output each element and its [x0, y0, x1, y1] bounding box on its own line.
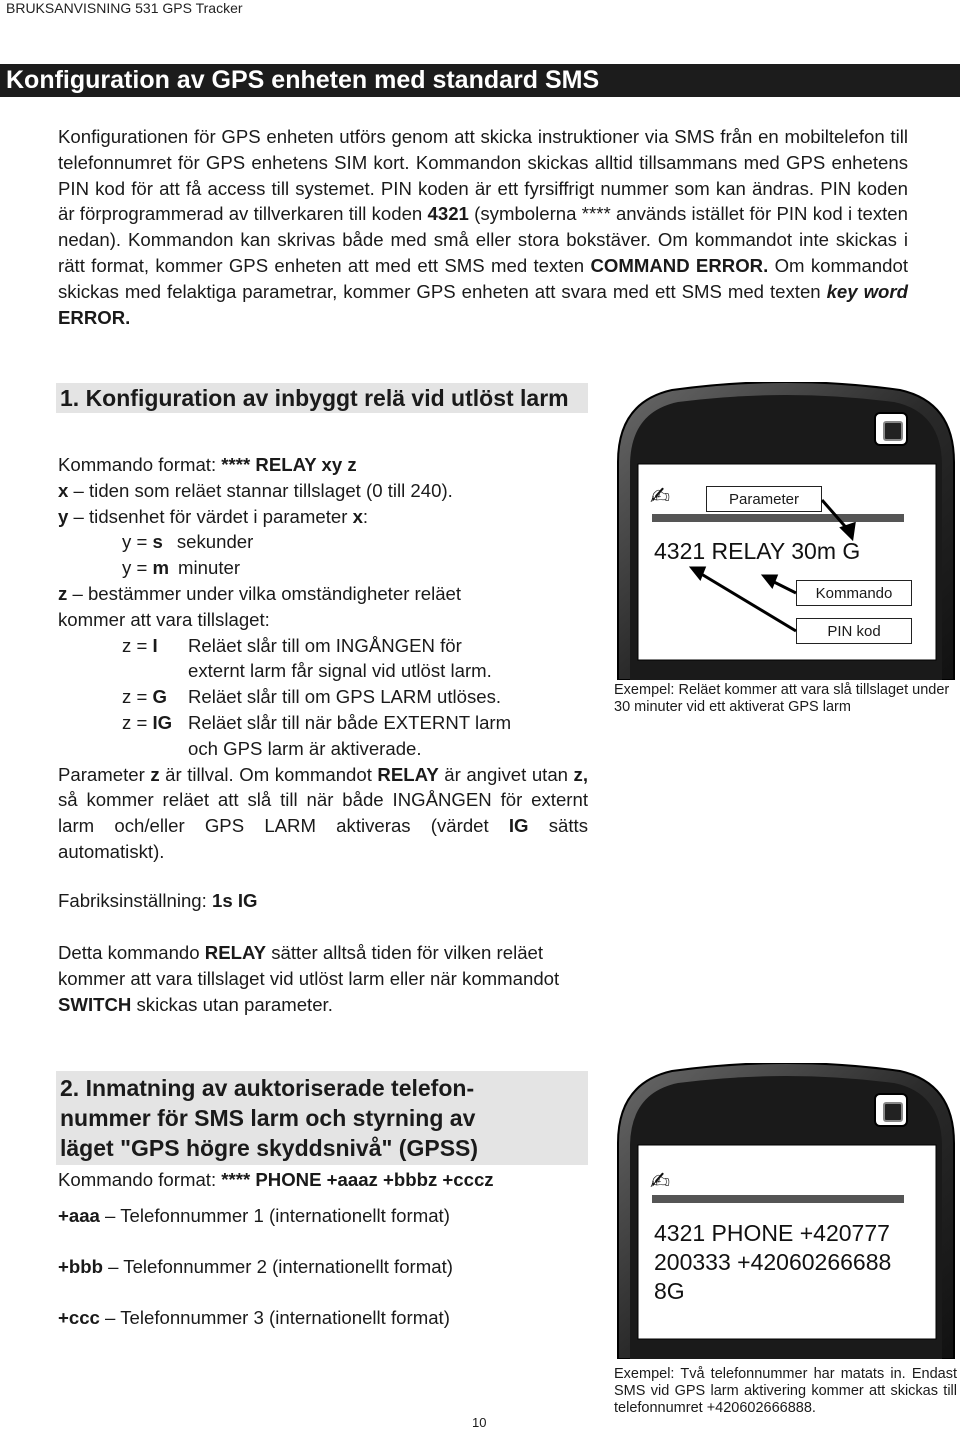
caption-phone: Exempel: Två telefonnummer har matats in. Endast SMS vid GPS larm aktivering kommer att skickas till telefonnumret +420602666888. — [614, 1366, 957, 1416]
parameter-z-paragraph: Parameter z är tillval. Om kommandot RELAY är angivet utan z, så kommer reläet att slå till när både INGÅNGEN för externt larm och/eller GPS LARM aktiveras (värdet IG sätts automatiskt). — [58, 763, 589, 862]
page-title: Konfiguration av GPS enheten med standard SMS — [0, 64, 960, 97]
pencil-icon: ✍ — [650, 482, 671, 510]
phone-illustration-relay — [612, 382, 960, 680]
factory-setting: Fabriksinställning: 1s IG — [58, 890, 258, 911]
callout-pin: PIN kod — [796, 618, 912, 644]
page-number: 10 — [472, 1415, 487, 1430]
phone-c-line: +ccc – Telefonnummer 3 (internationellt format) — [58, 1307, 450, 1328]
section-1-body: Kommando format: **** RELAY xy z x – tiden som reläet stannar tillslaget (0 till 240). y – tidsenhet för värdet i parameter x: y = s sekunder y = m minuter z – bestämmer under vilka omständigheter reläet kommer att vara tillslaget: z = I Reläet slår till om INGÅNGEN för externt larm får signal vid utlöst larm. z = G Reläet slår till om GPS LARM utlöses. z = IG Reläet slår till när både EXTERNT larm och GPS larm är aktiverade. Parameter z är tillval. Om kommandot RELAY är angivet utan z, så kommer reläet att slå till när både INGÅNGEN för externt larm och/eller GPS LARM aktiveras (värdet IG sätts automatiskt). — [58, 452, 588, 865]
z-param-line: z – bestämmer under vilka omständigheter reläet — [58, 582, 462, 604]
y-param-line: y – tidsenhet för värdet i parameter x: — [58, 505, 369, 527]
section-2-title: 2. Inmatning av auktoriserade telefon- nummer för SMS larm och styrning av läget "GPS högre skyddsnivå" (GPSS) — [56, 1071, 588, 1165]
y-seconds-line: y = s sekunder — [122, 531, 254, 553]
pencil-icon: ✍ — [650, 1167, 671, 1195]
z-ig-line: z = IG Reläet slår till när både EXTERNT larm — [122, 711, 512, 733]
intro-paragraph-1: Konfigurationen för GPS enheten utförs genom att skicka instruktioner via SMS från en mobiltelefon till telefonnumret för GPS enhetens SIM kort. Kommandon skickas alltid tillsammans med GPS enhetens PIN kod för att få access till systemet. PIN koden är ett fyrsiffrigt nummer som kan ändras. — [58, 126, 908, 199]
sms-text-phone: 4321 PHONE +420777 200333 +42060266688 8G — [654, 1220, 892, 1304]
relay-format-line: Kommando format: **** RELAY xy z — [58, 454, 357, 475]
x-param-line: x – tiden som reläet stannar tillslaget (0 till 240). — [58, 479, 453, 501]
relay-note: Detta kommando RELAY sätter alltså tiden för vilken reläet kommer att vara tillslaget vid utlöst larm eller när kommandot SWITCH skickas utan parameter. — [58, 942, 560, 1015]
z-g-line: z = G Reläet slår till om GPS LARM utlöses. — [122, 686, 502, 708]
section-1-title: 1. Konfiguration av inbyggt relä vid utlöst larm — [56, 383, 588, 413]
intro-text: Konfigurationen för GPS enheten utförs genom att skicka instruktioner via SMS från en mobiltelefon till telefonnumret för GPS enhetens SIM kort. Kommandon skickas alltid tillsammans med GPS enhetens PIN kod för att få access till systemet. PIN koden är ett fyrsiffrigt nummer som kan ändras. PIN koden är förprogrammerad av tillverkaren till koden 4321 (symbolerna **** används istället för PIN kod i texten nedan). Kommandon kan skrivas både med små eller stora bokstäver. Om kommandot inte skickas i rätt format, kommer GPS enheten att med ett SMS med texten COMMAND ERROR. Om kommandot skickas med felaktiga parametrar, kommer GPS enheten att svara med ett SMS med texten key word ERROR. — [58, 126, 908, 328]
callout-arrows — [612, 382, 960, 680]
phone-format-line: Kommando format: **** PHONE +aaaz +bbbz +cccz — [58, 1169, 494, 1190]
phone-illustration-phone — [612, 1063, 960, 1359]
y-minutes-line: y = m minuter — [122, 557, 241, 579]
caption-relay: Exempel: Reläet kommer att vara slå tillslaget under 30 minuter vid ett aktiverat GPS larm — [614, 682, 950, 715]
phone-a-line: +aaa – Telefonnummer 1 (internationellt format) — [58, 1205, 450, 1226]
camera-icon — [874, 1093, 908, 1127]
document-header: BRUKSANVISNING 531 GPS Tracker — [6, 0, 243, 16]
phone-b-line: +bbb – Telefonnummer 2 (internationellt format) — [58, 1256, 453, 1277]
callout-parameter: Parameter — [706, 486, 822, 512]
z-i-line: z = I Reläet slår till om INGÅNGEN för — [122, 634, 462, 656]
sms-text-relay: 4321 RELAY 30m G — [654, 538, 861, 564]
callout-command: Kommando — [796, 580, 912, 606]
